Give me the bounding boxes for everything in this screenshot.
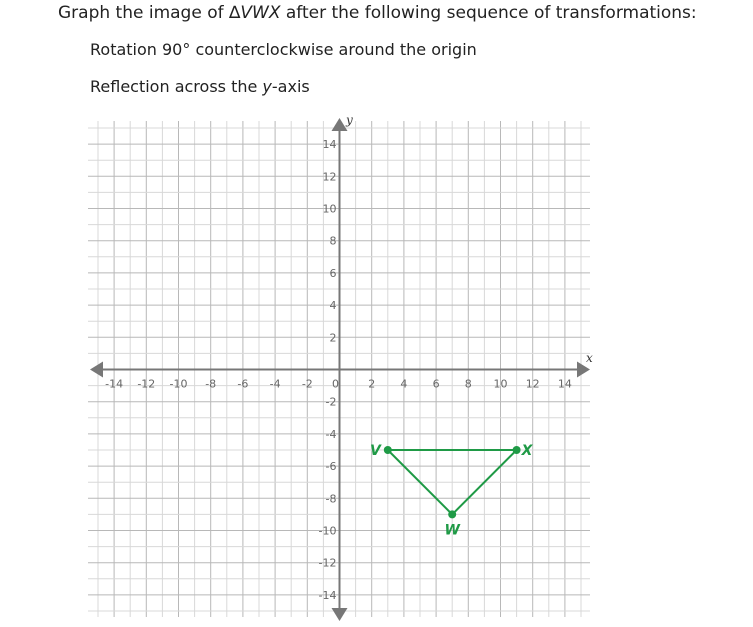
x-tick-label: -6 — [237, 377, 249, 391]
vertex-point-v[interactable] — [384, 446, 392, 454]
reflection-axis-variable: y — [262, 77, 272, 96]
x-tick-label: 8 — [464, 377, 472, 391]
reflection-prefix: Reflection across the — [90, 77, 263, 96]
y-tick-label: 14 — [322, 138, 337, 152]
y-tick-label: 6 — [329, 266, 337, 280]
x-tick-label: -10 — [169, 377, 188, 391]
vertex-label-v: V — [369, 443, 381, 459]
x-axis-arrow-left-icon — [90, 362, 103, 378]
y-tick-label: 8 — [329, 234, 337, 248]
y-tick-label: -2 — [325, 395, 337, 409]
vertex-point-w[interactable] — [448, 510, 456, 518]
y-axis-arrow-down-icon — [332, 608, 348, 621]
y-tick-label: -4 — [325, 427, 337, 441]
x-tick-label: 10 — [493, 377, 508, 391]
vertex-label-x: X — [521, 443, 533, 459]
x-tick-label: -12 — [137, 377, 156, 391]
y-tick-label: -12 — [318, 556, 337, 570]
axes — [90, 113, 593, 621]
rotation-text: Rotation 90° counterclockwise around the origin — [90, 40, 477, 59]
question-prefix: Graph the image of — [58, 3, 229, 23]
x-tick-label: 0 — [332, 377, 339, 391]
y-tick-label: -8 — [325, 492, 337, 506]
x-tick-label: 2 — [368, 377, 376, 391]
triangle-symbol: ∆ — [229, 3, 241, 23]
x-tick-label: -2 — [301, 377, 313, 391]
reflection-suffix: -axis — [271, 77, 310, 96]
y-tick-label: 2 — [329, 331, 337, 345]
y-tick-label: 10 — [322, 202, 337, 216]
x-tick-label: -14 — [105, 377, 124, 391]
y-tick-label: -14 — [318, 588, 337, 602]
y-tick-label: 4 — [329, 299, 337, 313]
y-tick-label: -10 — [318, 524, 337, 538]
vertex-point-x[interactable] — [513, 446, 521, 454]
x-axis-label: x — [586, 351, 593, 365]
x-tick-label: -4 — [269, 377, 281, 391]
x-tick-label: 6 — [432, 377, 440, 391]
x-tick-label: 4 — [400, 377, 408, 391]
y-axis-label: y — [346, 113, 353, 127]
triangle-name: VWX — [240, 3, 281, 23]
y-tick-label: -6 — [325, 460, 337, 474]
question-suffix: after the following sequence of transformations: — [280, 3, 697, 23]
x-tick-label: 14 — [557, 377, 572, 391]
x-tick-label: -8 — [205, 377, 217, 391]
x-tick-label: 12 — [525, 377, 540, 391]
vertex-label-w: W — [444, 522, 460, 539]
y-tick-label: 12 — [322, 170, 337, 184]
